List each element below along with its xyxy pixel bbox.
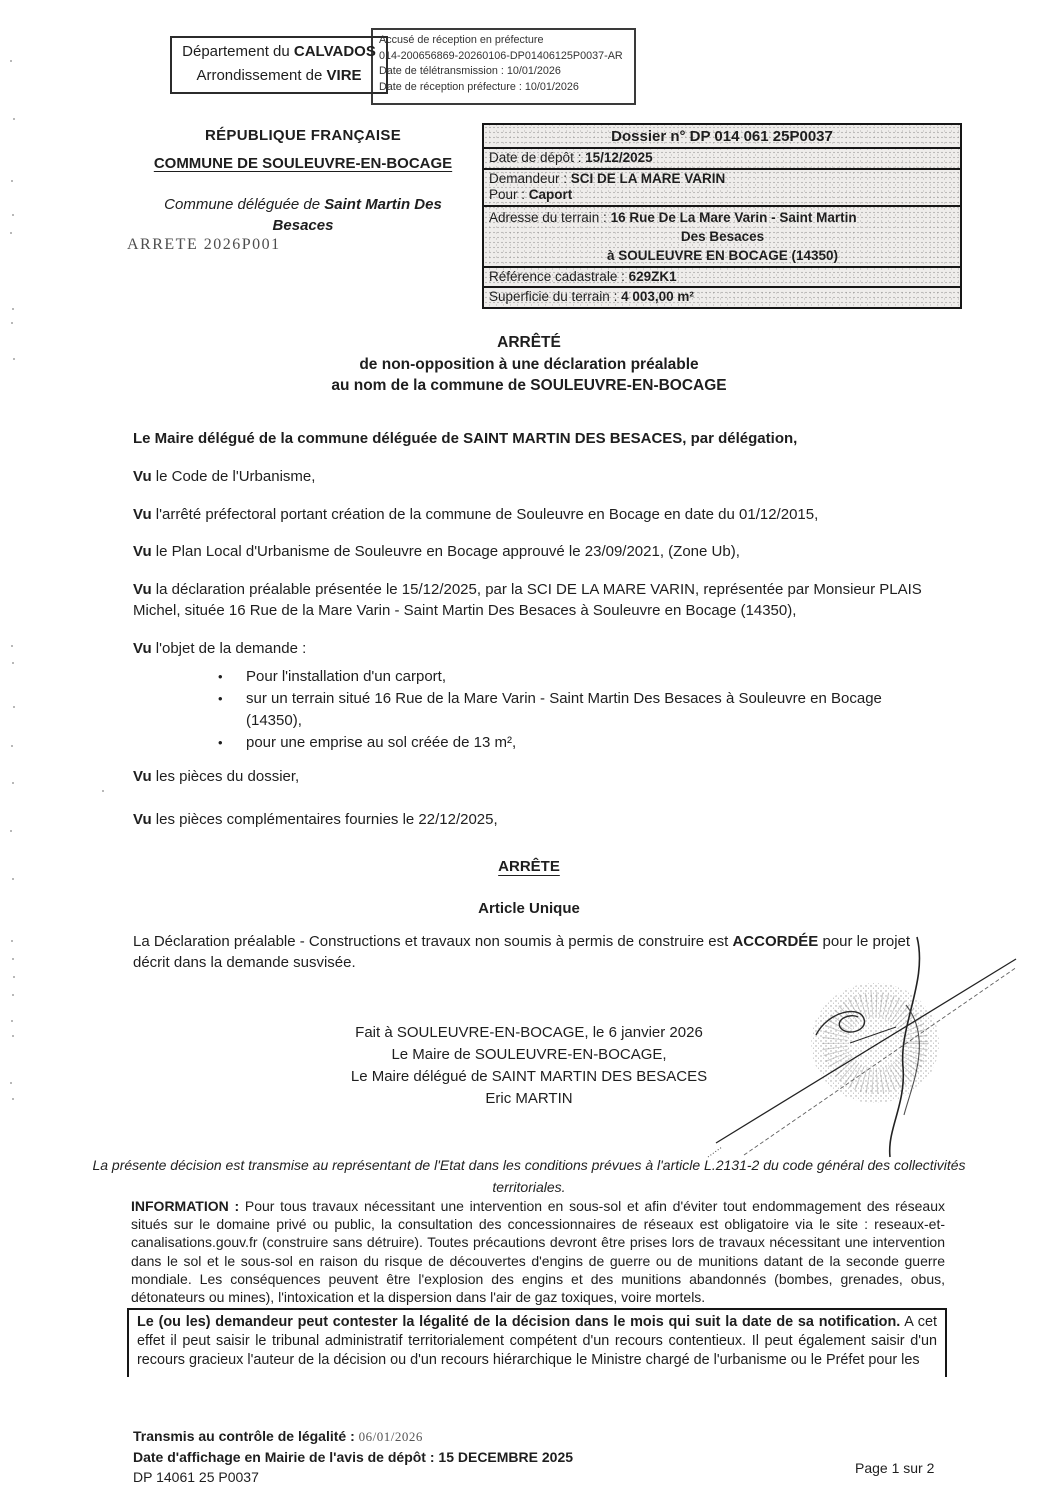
- bullet-item: • sur un terrain situé 16 Rue de la Mare Varin - Saint Martin Des Besaces à Souleuvre en Bocage (14350),: [133, 688, 945, 732]
- arrondissement-line: Arrondissement de VIRE: [196, 67, 362, 84]
- paragraph-vu-1: Vu le Code de l'Urbanisme,: [133, 468, 316, 485]
- bullet-item: • pour une emprise au sol créée de 13 m²,: [133, 732, 945, 754]
- paragraph-vu-6: Vu les pièces du dossier,: [133, 768, 300, 785]
- dossier-row-demandeur: Demandeur : SCI DE LA MARE VARIN Pour : Caport: [484, 170, 960, 207]
- transmission-note: La présente décision est transmise au représentant de l'Etat dans les conditions prévues à l'article L.2131-2 du code général des collectivités territoriales.: [92, 1157, 966, 1195]
- dossier-number: Dossier n° DP 014 061 25P0037: [484, 125, 960, 149]
- paragraph-maire: Le Maire délégué de la commune déléguée de SAINT MARTIN DES BESACES, par délégation,: [133, 430, 798, 447]
- delegated-commune: Commune déléguée de Saint Martin Des Besaces: [164, 196, 442, 234]
- signature-place-date: Fait à SOULEUVRE-EN-BOCAGE, le 6 janvier 2026: [355, 1024, 703, 1041]
- paragraph-decision: La Déclaration préalable - Constructions et travaux non soumis à permis de construire est ACCORDÉE pour le projet décrit dans la demande susvisée.: [133, 933, 911, 971]
- page-number: Page 1 sur 2: [855, 1460, 935, 1476]
- footer-transmis: Transmis au contrôle de légalité : 06/01/2026: [133, 1428, 423, 1444]
- signature-name: Eric MARTIN: [485, 1090, 573, 1107]
- signature-title-1: Le Maire de SOULEUVRE-EN-BOCAGE,: [391, 1046, 667, 1063]
- demande-bullet-list: [133, 666, 945, 754]
- arrete-heading: ARRÊTE: [498, 858, 560, 875]
- bullet-icon: [218, 732, 246, 754]
- signature-scribble: [700, 915, 1040, 1165]
- paragraph-vu-4: Vu la déclaration préalable présentée le 15/12/2025, par la SCI DE LA MARE VARIN, représentée par Monsieur PLAIS Michel, située 16 Rue de la Mare Varin - Saint Martin Des Besaces à Souleuvre en Bocage (14350),: [133, 581, 922, 619]
- arrete-reference: ARRETE 2026P001: [127, 236, 281, 253]
- paragraph-vu-5: Vu l'objet de la demande :: [133, 640, 307, 657]
- document-title: ARRÊTÉ de non-opposition à une déclaration préalable au nom de la commune de SOULEUVRE-EN-BOCAGE: [331, 334, 727, 394]
- dossier-row-superficie: Superficie du terrain : 4 003,00 m²: [489, 289, 694, 304]
- article-unique-heading: Article Unique: [478, 900, 580, 917]
- department-box: [170, 36, 388, 94]
- bullet-item: • Pour l'installation d'un carport,: [133, 666, 945, 688]
- stamp-line-1: Accusé de réception en préfecture: [379, 34, 544, 46]
- contest-rights-box: Le (ou les) demandeur peut contester la légalité de la décision dans le mois qui suit la date de sa notification. A cet effet il peut saisir le tribunal administratif territorialement compétent d'un recours contentieux. Il peut également saisir d'un recours gracieux l'auteur de la décision ou d'un recours hiérarchique le Ministre chargé de l'urbanisme ou le Préfet pour les: [127, 1308, 947, 1377]
- republic-title: RÉPUBLIQUE FRANÇAISE: [204, 127, 401, 144]
- bullet-icon: [218, 688, 246, 732]
- bullet-icon: [218, 666, 246, 688]
- commune-title: COMMUNE DE SOULEUVRE-EN-BOCAGE: [153, 155, 453, 172]
- paragraph-vu-2: Vu l'arrêté préfectoral portant création de la commune de Souleuvre en Bocage en date du 01/12/2015,: [133, 506, 819, 523]
- stamp-line-4: Date de réception préfecture : 10/01/2026: [379, 80, 579, 93]
- dossier-row-cadastre: Référence cadastrale : 629ZK1: [484, 268, 960, 289]
- signature-title-2: Le Maire délégué de SAINT MARTIN DES BESACES: [350, 1068, 708, 1085]
- dossier-row-date: Date de dépôt : 15/12/2025: [484, 149, 960, 170]
- footer: [133, 1426, 945, 1487]
- paragraph-vu-3: Vu le Plan Local d'Urbanisme de Souleuvre en Bocage approuvé le 23/09/2021, (Zone Ub),: [133, 543, 740, 560]
- department-line: Département du CALVADOS: [182, 43, 376, 60]
- stamp-line-3: Date de télétransmission : 10/01/2026: [379, 65, 561, 77]
- prefecture-stamp: [371, 28, 636, 105]
- footer-dp-ref: DP 14061 25 P0037: [133, 1469, 259, 1485]
- dossier-row-adresse: Adresse du terrain : 16 Rue De La Mare Varin - Saint Martin Des Besaces à SOULEUVRE EN BOCAGE (14350): [484, 207, 960, 268]
- footer-affichage: Date d'affichage en Mairie de l'avis de dépôt : 15 DECEMBRE 2025: [133, 1449, 574, 1465]
- information-paragraph: INFORMATION : Pour tous travaux nécessitant une intervention en sous-sol et afin d'éviter tout endommagement des réseaux situés sur le domaine privé ou public, la consultation des concessionnaires de réseaux est obligatoire via le site : reseaux-et-canalisations.gouv.fr (construire sans détruire). Toutes précautions devront être prises lors de travaux nécessitant une intervention dans le sol et le sous-sol en raison du risque de découvertes d'engins de guerre ou de munitions datant de la seconde guerre mondiale. Les conséquences peuvent être l'explosion des engins et des munitions abandonnés (bombes, grenades, obus, détonateurs ou mines), l'intoxication et la dispersion dans l'air de gaz toxiques, voire mortels.: [131, 1198, 945, 1306]
- stamp-line-2: 014-200656869-20260106-DP01406125P0037-AR: [379, 49, 623, 62]
- paragraph-vu-7: Vu les pièces complémentaires fournies le 22/12/2025,: [133, 811, 498, 828]
- dossier-table: [482, 123, 962, 309]
